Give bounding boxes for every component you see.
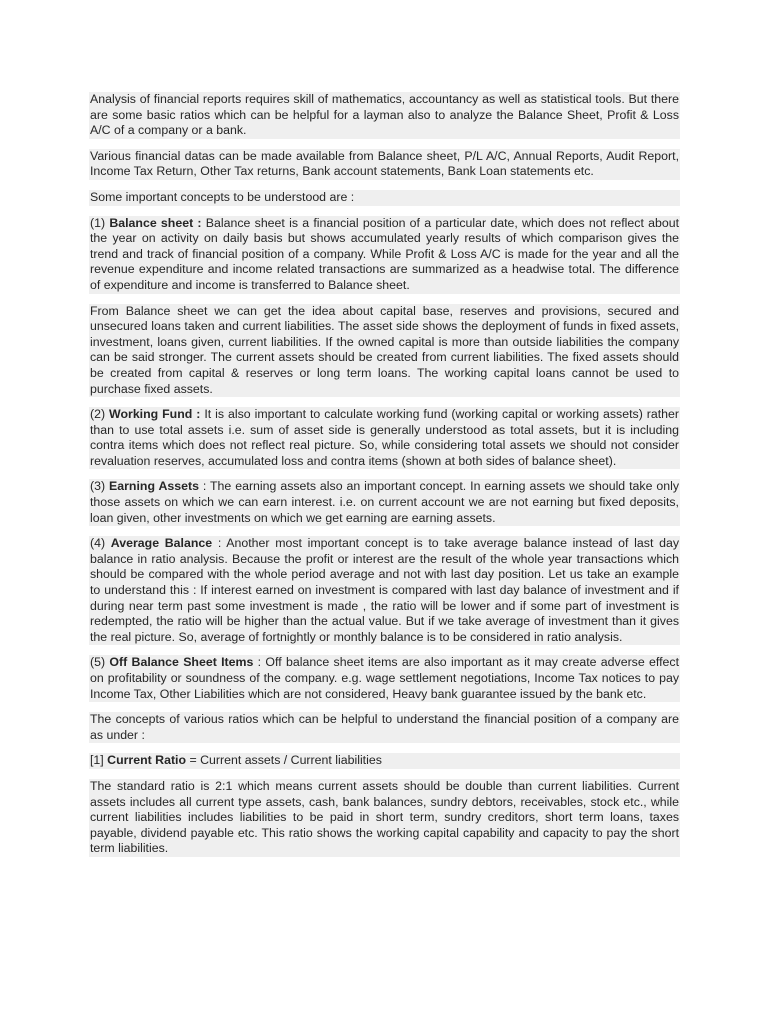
item-number: (1) — [90, 215, 110, 230]
ratios-intro-paragraph — [89, 712, 680, 743]
paragraph-text: Balance sheet is a financial position of a particular date, which does not reflect about the year on activity on daily basis but shows accumulated yearly results of which comparison gives the trend and track of financial position of a company. While Profit & Loss A/C is made for the year and all the revenue expenditure and income related transactions are summarized as a headwise total. The difference of expenditure and income is transferred to Balance sheet. — [90, 215, 680, 292]
item-number: (3) — [90, 479, 110, 494]
intro-paragraph — [89, 92, 680, 139]
paragraph-text: : Another most important concept is to take average balance instead of last day balance in ratio analysis. Because the profit or interest are the result of the whole year transactions which should be compared with the whole period average and not with last day position. Let us take an example to understand this : If interest earned on investment is compared with last day balance of investment and if during near term past some investment is made , the ratio will be lower and if some part of investment is redempted, the ratio will be higher than the actual value. But if we take average of investment than it gives the real picture. So, average of fortnightly or monthly balance is to be considered in ratio analysis. — [90, 536, 679, 644]
term-heading: Working Fund : — [109, 407, 201, 422]
concepts-intro-paragraph — [89, 190, 680, 206]
working-fund-paragraph — [89, 407, 680, 469]
paragraph-text: Analysis of financial reports requires skill of mathematics, accountancy as well as statistical tools. But there are some basic ratios which can be helpful for a layman also to analyze the Balance Sheet, Profit & Loss A/C of a company or a bank. — [90, 92, 679, 138]
paragraph-text: It is also important to calculate working fund (working capital or working assets) rather than to use total assets i.e. sum of asset side is generally understood as total assets, but it is including contra items which does not reflect real picture. So, while considering total assets we should not consider revaluation reserves, accumulated loss and contra items (shown at both sides of balance sheet). — [90, 407, 680, 468]
item-number: [1] — [90, 753, 108, 768]
item-number: (5) — [90, 655, 110, 670]
paragraph-text: : Off balance sheet items are also important as it may create adverse effect on profitability or soundness of the company. e.g. wage settlement negotiations, Income Tax notices to pay Income Tax, Other Liabilities which are not considered, Heavy bank guarantee issued by the bank etc. — [90, 655, 679, 701]
term-heading: Earning Assets — [109, 479, 199, 494]
item-number: (4) — [90, 536, 111, 551]
balance-sheet-detail-paragraph — [89, 304, 680, 398]
term-heading: Current Ratio — [107, 753, 187, 768]
current-ratio-formula — [89, 753, 680, 769]
current-ratio-explanation — [89, 779, 680, 857]
item-number: (2) — [90, 407, 110, 422]
paragraph-text: The concepts of various ratios which can be helpful to understand the financial position of a company are as under : — [90, 712, 679, 742]
document-body — [89, 92, 680, 867]
term-heading: Off Balance Sheet Items — [109, 655, 254, 670]
average-balance-paragraph — [89, 536, 680, 645]
paragraph-text: The standard ratio is 2:1 which means current assets should be double than current liabilities. Current assets includes all current type assets, cash, bank balances, sundry debtors, receivables, stock etc., while current liabilities includes liabilities to be paid in short term, sundry creditors, short term loans, taxes payable, dividend payable etc. This ratio shows the working capital capability and capacity to pay the short term liabilities. — [90, 778, 679, 856]
paragraph-text: : The earning assets also an important concept. In earning assets we should take only those assets on which we can earn interest. i.e. on current account we are not earning but fixed deposits, loan given, other investments on which we get earning are earning assets. — [90, 479, 680, 525]
balance-sheet-paragraph — [89, 216, 680, 294]
formula-text: = Current assets / Current liabilities — [186, 753, 382, 768]
paragraph-text: Various financial datas can be made available from Balance sheet, P/L A/C, Annual Reports, Audit Report, Income Tax Return, Other Tax returns, Bank account statements, Bank Loan statements etc. — [90, 148, 679, 179]
data-sources-paragraph — [89, 149, 680, 180]
off-balance-sheet-paragraph — [89, 655, 680, 702]
paragraph-text: From Balance sheet we can get the idea about capital base, reserves and provisions, secured and unsecured loans taken and current liabilities. The asset side shows the deployment of funds in fixed assets, investment, loans given, current liabilities. If the owned capital is more than outside liabilities the company can be said stronger. The current assets should be created from current liabilities. The fixed assets should be created from capital & reserves or long term loans. The working capital loans cannot be used to purchase fixed assets. — [90, 303, 679, 396]
term-heading: Average Balance — [110, 536, 213, 551]
earning-assets-paragraph — [89, 479, 680, 526]
paragraph-text: Some important concepts to be understood are : — [90, 189, 355, 204]
term-heading: Balance sheet : — [109, 215, 202, 230]
